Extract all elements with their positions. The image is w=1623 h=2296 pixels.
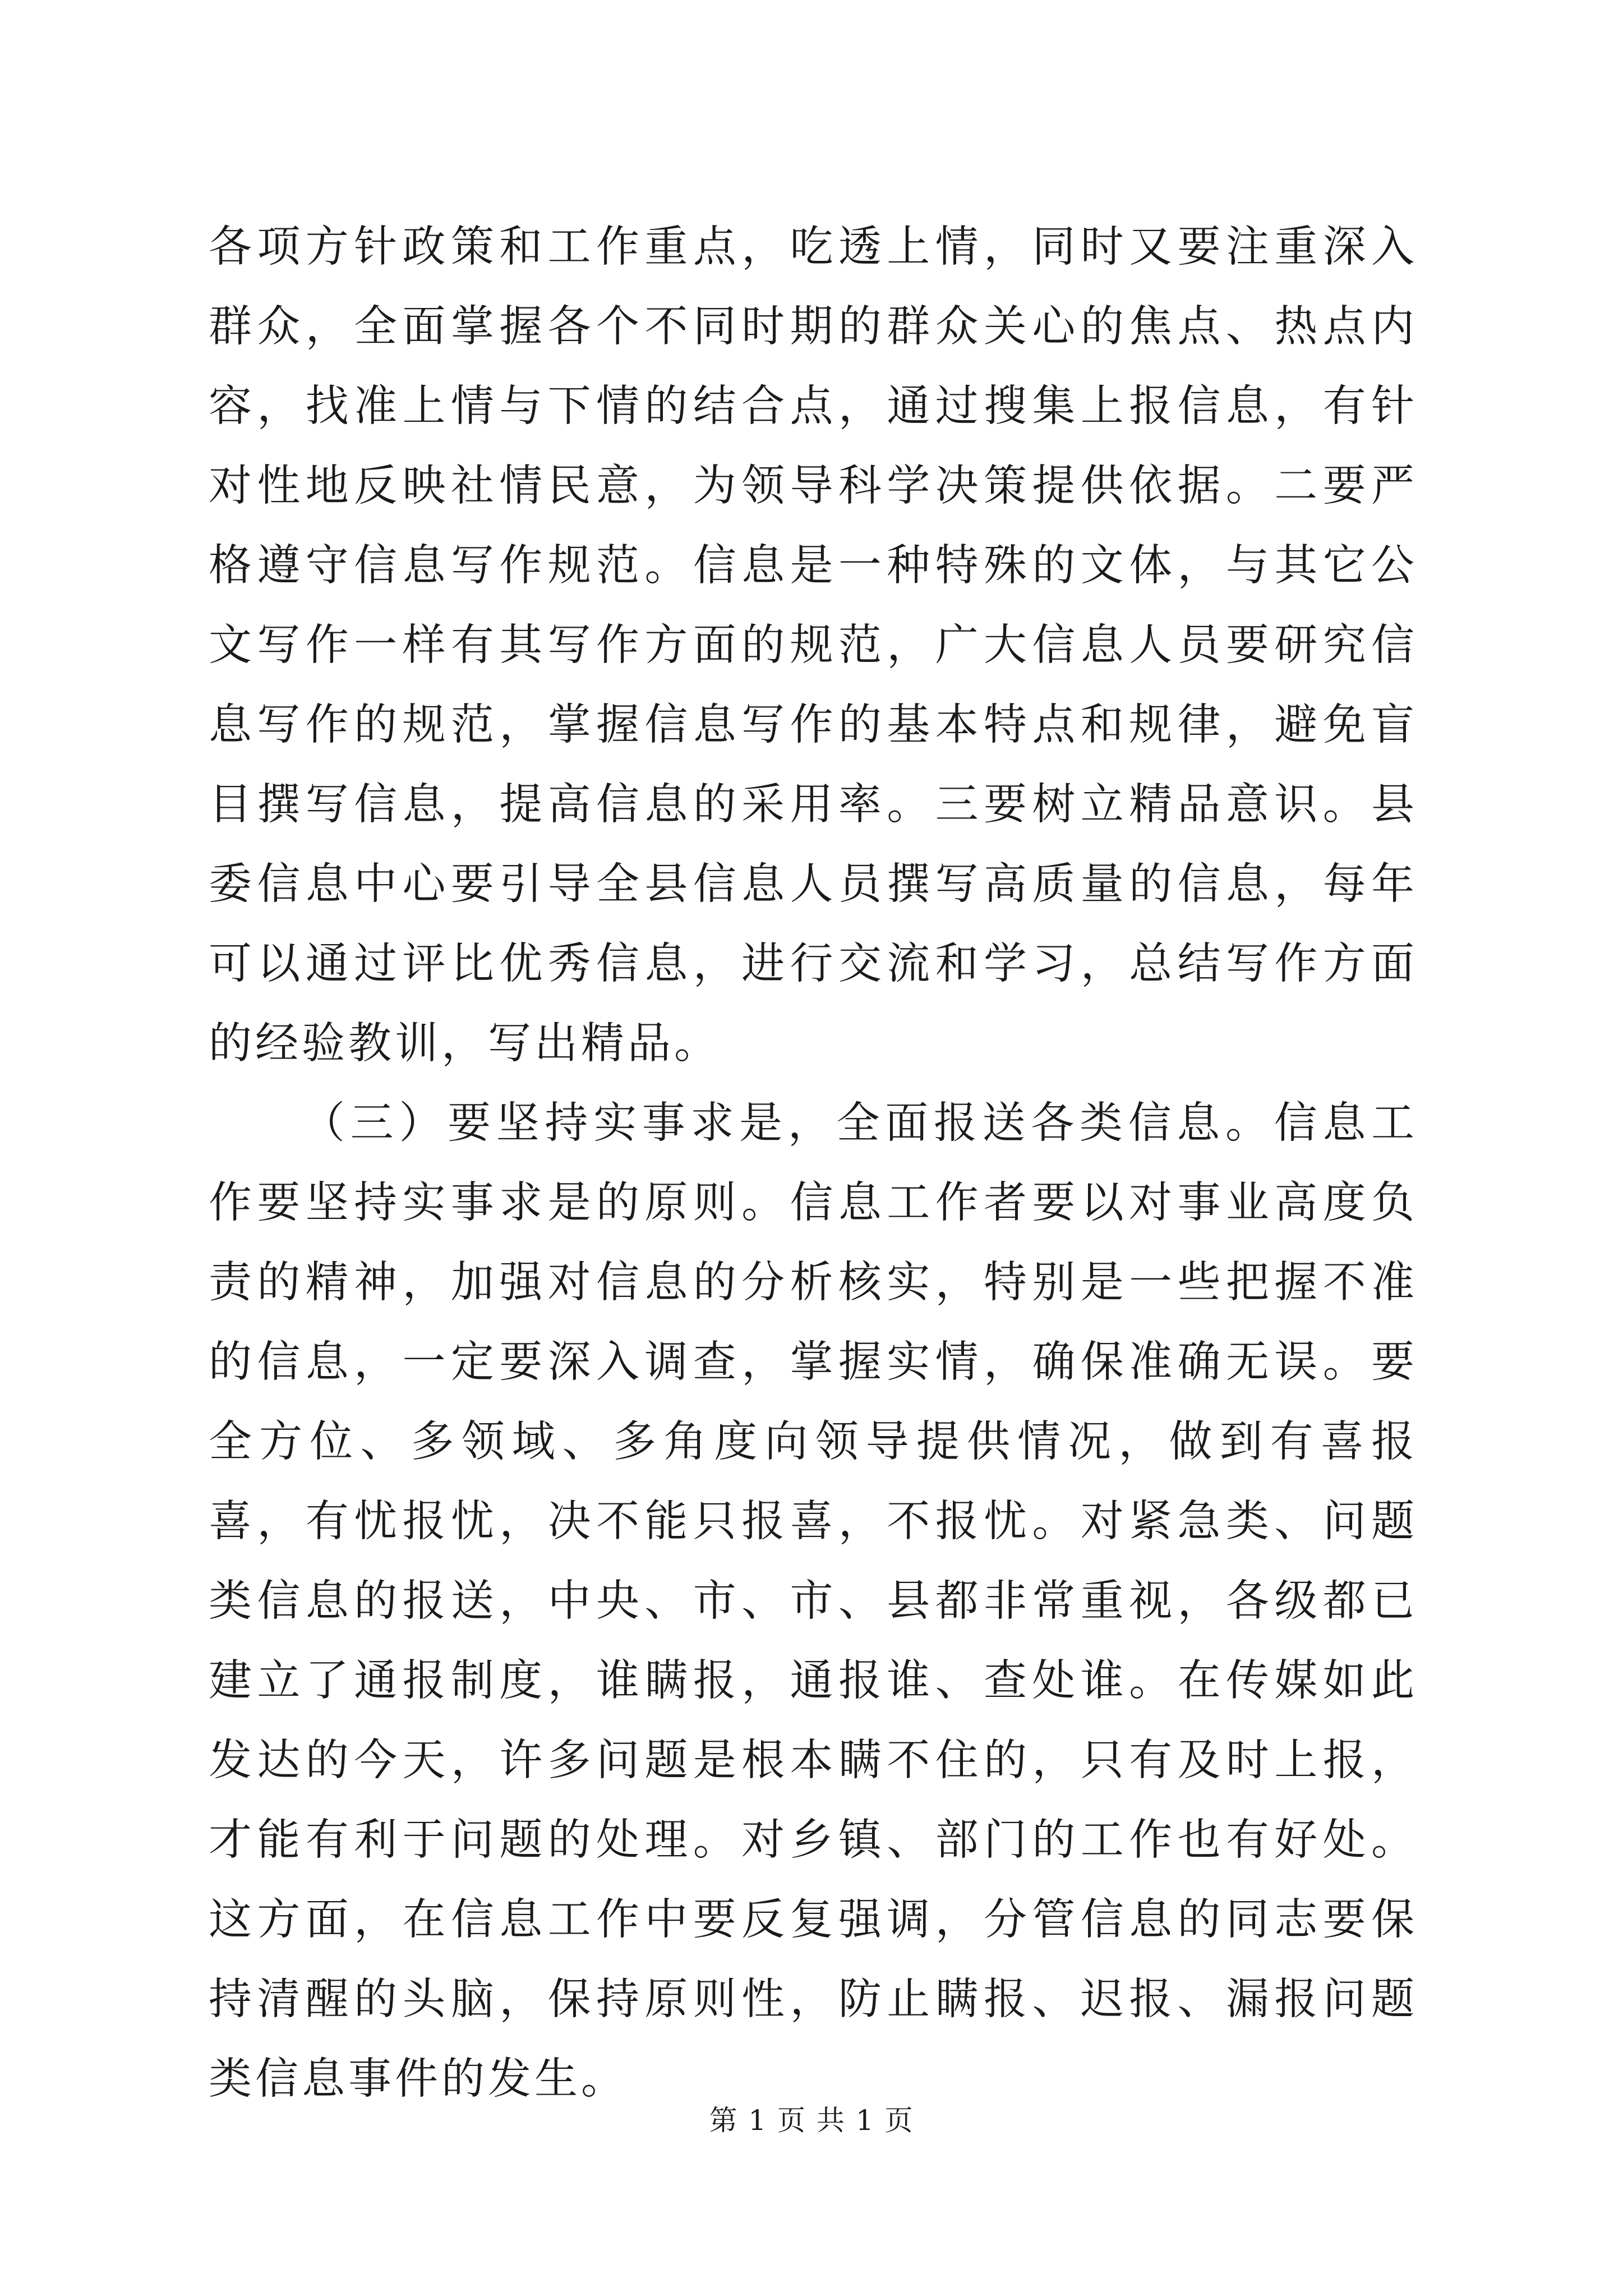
paragraph-2: （三）要坚持实事求是，全面报送各类信息。信息工作要坚持实事求是的原则。信息工作者要以对事业高度负责的精神，加强对信息的分析核实，特别是一些把握不准的信息，一定要深入调查，掌握实情，确保准确无误。要全方位、多领域、多角度向领导提供情况，做到有喜报喜，有忧报忧，决不能只报喜，不报忧。对紧急类、问题类信息的报送，中央、市、市、县都非常重视，各级都已建立了通报制度，谁瞒报，通报谁、查处谁。在传媒如此发达的今天，许多问题是根本瞒不住的，只有及时上报，才能有利于问题的处理。对乡镇、部门的工作也有好处。这方面，在信息工作中要反复强调，分管信息的同志要保持清醒的头脑，保持原则性，防止瞒报、迟报、漏报问题类信息事件的发生。: [209, 1098, 1418, 2104]
document-body: [209, 208, 1418, 2119]
paragraph-1: 各项方针政策和工作重点，吃透上情，同时又要注重深入群众，全面掌握各个不同时期的群众关心的焦点、热点内容，找准上情与下情的结合点，通过搜集上报信息，有针对性地反映社情民意，为领导科学决策提供依据。二要严格遵守信息写作规范。信息是一种特殊的文体，与其它公文写作一样有其写作方面的规范，广大信息人员要研究信息写作的规范，掌握信息写作的基本特点和规律，避免盲目撰写信息，提高信息的采用率。三要树立精品意识。县委信息中心要引导全县信息人员撰写高质量的信息，每年可以通过评比优秀信息，进行交流和学习，总结写作方面的经验教训，写出精品。: [209, 222, 1418, 1069]
page-footer: 第 1 页 共 1 页: [709, 2104, 914, 2137]
